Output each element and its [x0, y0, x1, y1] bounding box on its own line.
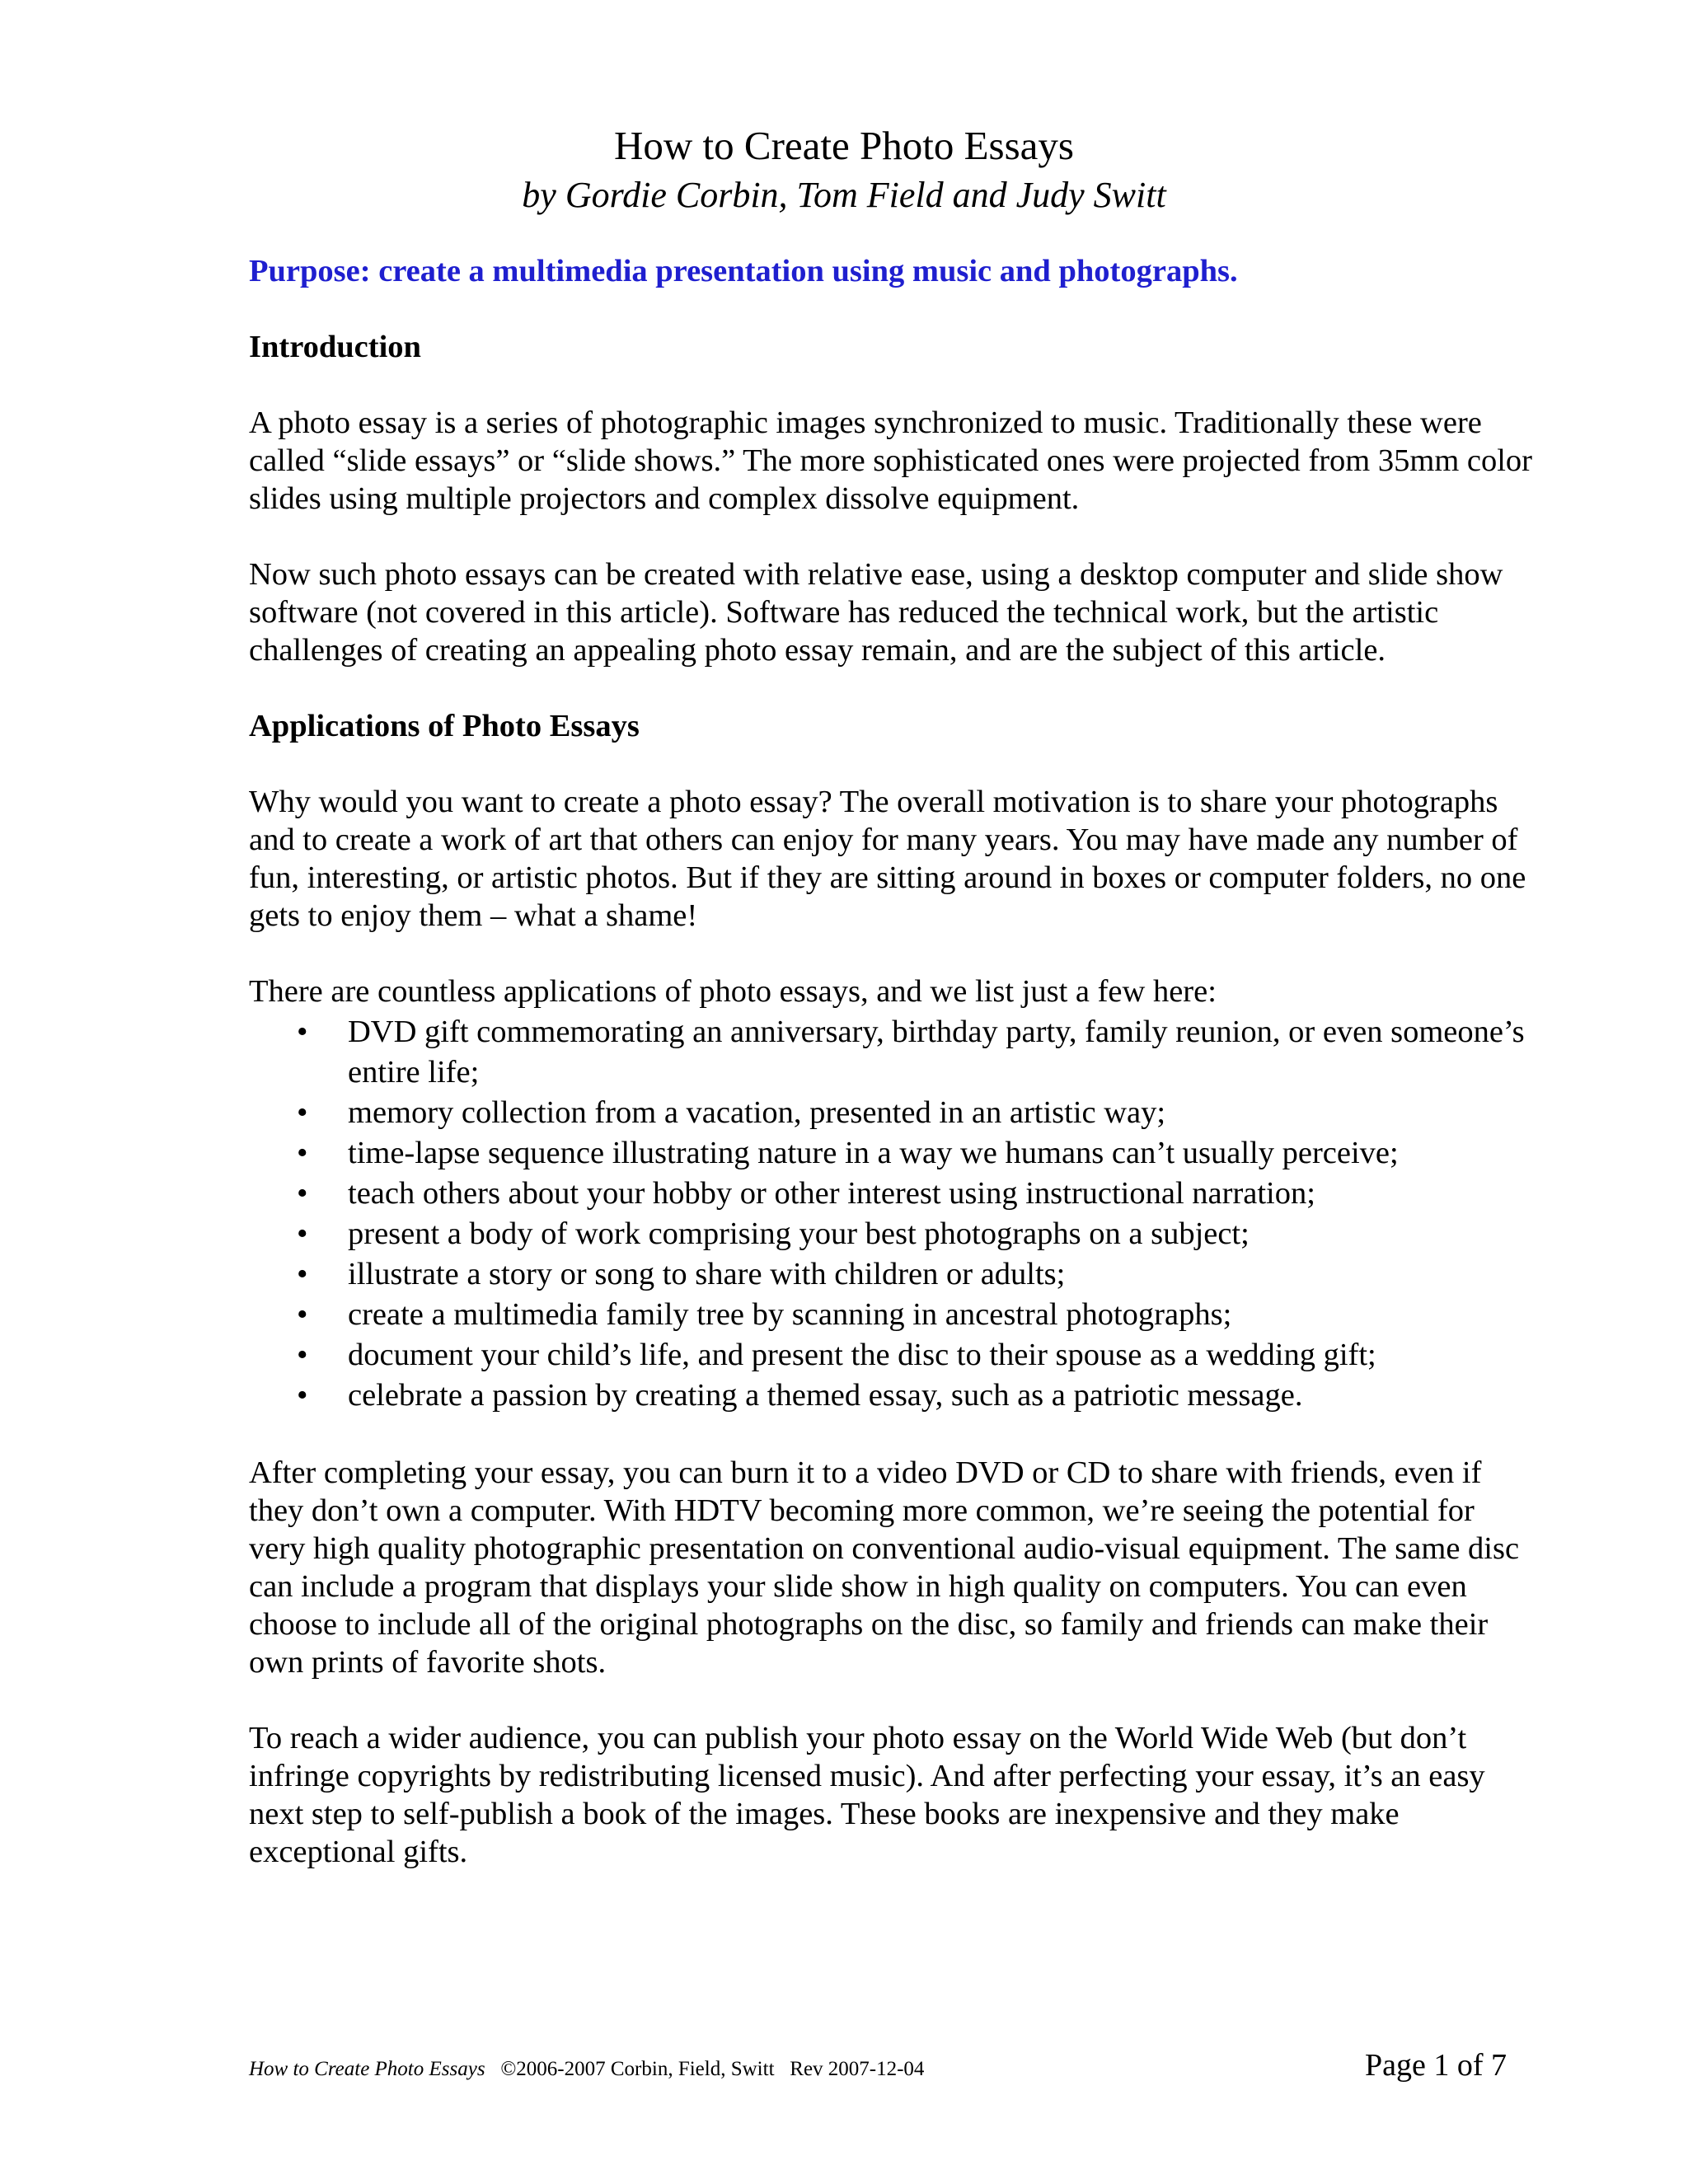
applications-list	[249, 1012, 1535, 1416]
section-heading-applications: Applications of Photo Essays	[249, 709, 640, 743]
document-title: How to Create Photo Essays	[614, 123, 1074, 168]
list-item-text: illustrate a story or song to share with children or adults;	[348, 1257, 1066, 1291]
document-byline: by Gordie Corbin, Tom Field and Judy Switt	[522, 175, 1166, 215]
list-item	[249, 1174, 1535, 1214]
list-item	[249, 1295, 1535, 1335]
list-item-text: create a multimedia family tree by scanning in ancestral photographs;	[348, 1297, 1232, 1332]
list-item-text: DVD gift commemorating an anniversary, birthday party, family reunion, or even someone’s entire life;	[348, 1015, 1525, 1090]
list-item-text: document your child’s life, and present the disc to their spouse as a wedding gift;	[348, 1338, 1376, 1372]
page-number: Page 1 of 7	[1364, 2048, 1507, 2083]
bullet-icon: •	[297, 1257, 308, 1291]
list-item	[249, 1093, 1535, 1133]
applications-closing-paragraph: To reach a wider audience, you can publish your photo essay on the World Wide Web (but don’t infringe copyrights by redistributing licensed music). And after perfecting your essay, it’s an easy next step to self-publish a book of the images. These books are inexpensive and they make exceptional gifts.	[249, 1721, 1485, 1869]
bullet-icon: •	[297, 1015, 308, 1049]
list-item	[249, 1012, 1535, 1093]
introduction-paragraph: Now such photo essays can be created with relative ease, using a desktop computer and slide show software (not covered in this article). Software has reduced the technical work, but the artistic challenges of creating an appealing photo essay remain, and are the subject of this article.	[249, 557, 1503, 668]
list-item	[249, 1133, 1535, 1174]
list-item	[249, 1254, 1535, 1295]
list-item	[249, 1335, 1535, 1376]
page-footer	[249, 2057, 924, 2082]
list-item-text: teach others about your hobby or other interest using instructional narration;	[348, 1176, 1315, 1211]
introduction-paragraph: A photo essay is a series of photographic images synchronized to music. Traditionally these were called “slide essays” or “slide shows.” The more sophisticated ones were projected from 35mm color slides using multiple projectors and complex dissolve equipment.	[249, 405, 1532, 516]
applications-paragraph: Why would you want to create a photo essay? The overall motivation is to share your photographs and to create a work of art that others can enjoy for many years. You may have made any number of fun, interesting, or artistic photos. But if they are sitting around in boxes or computer folders, no one gets to enjoy them – what a shame!	[249, 785, 1526, 933]
applications-closing-paragraph: After completing your essay, you can burn it to a video DVD or CD to share with friends, even if they don’t own a computer. With HDTV becoming more common, we’re seeing the potential for very high quality photographic presentation on conventional audio-visual equipment. The same disc can include a program that displays your slide show in high quality on computers. You can even choose to include all of the original photographs on the disc, so family and friends can make their own prints of favorite shots.	[249, 1455, 1520, 1680]
list-item-text: celebrate a passion by creating a themed essay, such as a patriotic message.	[348, 1378, 1303, 1413]
bullet-icon: •	[297, 1297, 308, 1332]
purpose-statement: Purpose: create a multimedia presentation using music and photographs.	[249, 254, 1238, 288]
bullet-icon: •	[297, 1136, 308, 1170]
bullet-icon: •	[297, 1338, 308, 1372]
bullet-icon: •	[297, 1378, 308, 1413]
list-item-text: present a body of work comprising your best photographs on a subject;	[348, 1216, 1250, 1251]
list-item	[249, 1376, 1535, 1416]
section-heading-introduction: Introduction	[249, 330, 421, 364]
document-body	[249, 252, 1535, 1909]
footer-revision: Rev 2007-12-04	[790, 2058, 925, 2080]
footer-document-title: How to Create Photo Essays	[249, 2058, 485, 2080]
bullet-icon: •	[297, 1176, 308, 1211]
footer-copyright: ©2006-2007 Corbin, Field, Switt	[500, 2058, 775, 2080]
list-item-text: time-lapse sequence illustrating nature in a way we humans can’t usually perceive;	[348, 1136, 1399, 1170]
applications-list-intro: There are countless applications of photo essays, and we list just a few here:	[249, 974, 1217, 1009]
bullet-icon: •	[297, 1216, 308, 1251]
list-item-text: memory collection from a vacation, presented in an artistic way;	[348, 1095, 1166, 1130]
bullet-icon: •	[297, 1095, 308, 1130]
list-item	[249, 1214, 1535, 1254]
